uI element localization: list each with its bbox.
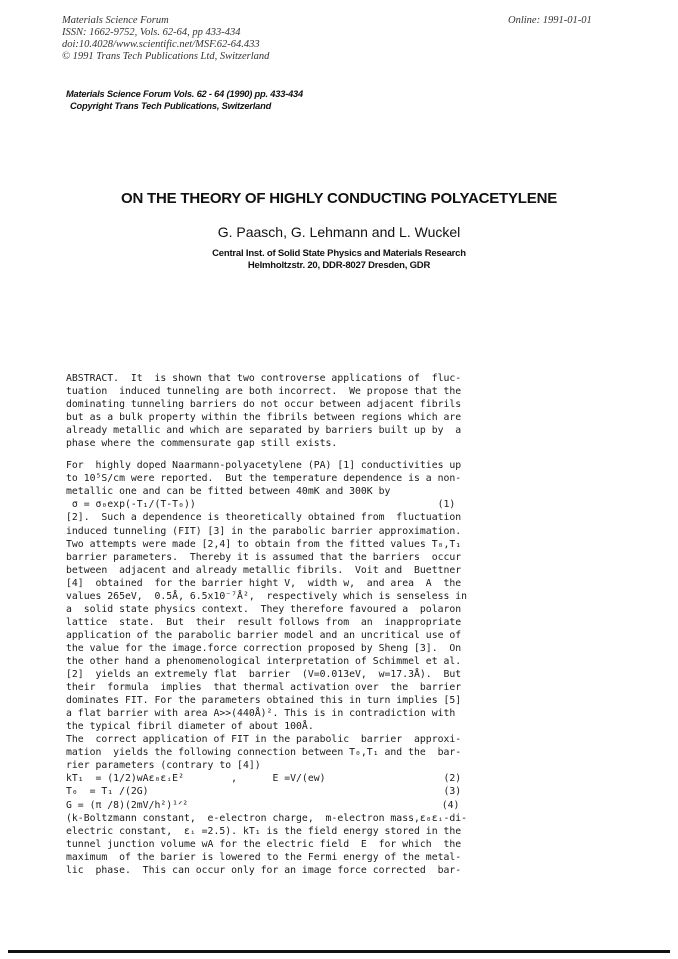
body-line: dominates FIT. For the parameters obtained this in turn implies [5]	[66, 695, 462, 707]
footer-rule	[8, 950, 670, 953]
body-line: a solid state physics context. They therefore favoured a polaron	[66, 603, 462, 615]
body-line: [2] yields an extremely flat barrier (V=0.013eV, w=17.3Å). But	[66, 669, 462, 681]
abstract-line: but as a bulk property within the fibrils between regions which are	[66, 412, 462, 424]
body-line: tunnel junction volume wA for the electric field E for which the	[66, 838, 462, 850]
body-line: lattice state. But their result follows from an inappropriate	[66, 616, 462, 628]
body-line: metallic one and can be fitted between 40mK and 300K by	[66, 486, 391, 498]
body-line: lic phase. This can occur only for an image force corrected bar-	[66, 864, 462, 876]
abstract	[66, 372, 596, 450]
body-line: application of the parabolic barrier model and an uncritical use of	[66, 629, 462, 641]
paper-authors: G. Paasch, G. Lehmann and L. Wuckel	[217, 224, 461, 240]
body-line: kT₁ = (1/2)wAε₀εᵢE² , E =V/(ew) (2)	[66, 773, 462, 785]
abstract-line: tuation induced tunneling are both incorrect. We propose that the	[66, 386, 462, 398]
body-line: their formula implies that thermal activation over the barrier	[66, 682, 462, 694]
main-text	[66, 459, 596, 877]
body-line: barrier parameters. Thereby it is assumed that the barriers occur	[66, 551, 462, 563]
online-date: Online: 1991-01-01	[508, 15, 592, 26]
body-line: T₀ = T₁ /(2G) (3)	[66, 786, 462, 798]
body-line: The correct application of FIT in the parabolic barrier approxi-	[66, 734, 462, 746]
journal-name: Materials Science Forum	[62, 15, 169, 26]
body-line: the value for the image.force correction proposed by Sheng [3]. On	[66, 642, 462, 654]
affiliation	[0, 248, 678, 272]
body-line: [2]. Such a dependence is theoretically obtained from fluctuation	[66, 512, 462, 524]
paper-body	[66, 372, 596, 877]
abstract-line: ABSTRACT. It is shown that two controverse applications of fluc-	[66, 373, 462, 384]
body-line: [4] obtained for the barrier hight V, width w, and area A the	[66, 577, 462, 589]
body-line: a flat barrier with area A>>(440Å)². This is in contradiction with	[66, 708, 456, 720]
body-line: mation yields the following connection between T₀,T₁ and the bar-	[66, 747, 462, 759]
source-copyright: Copyright Trans Tech Publications, Switzerland	[70, 101, 272, 111]
body-line: values 265eV, 0.5Å, 6.5x10⁻⁷Å², respectively which is senseless in	[66, 590, 468, 602]
body-line: between adjacent and already metallic fibrils. Voit and Buettner	[66, 564, 462, 576]
abstract-line: already metallic and which are separated by barriers built up by a	[66, 425, 462, 437]
copyright-line: © 1991 Trans Tech Publications Ltd, Switzerland	[62, 51, 270, 62]
source-citation-block	[66, 88, 303, 112]
institution: Central Inst. of Solid State Physics and Materials Research	[212, 248, 466, 259]
body-line: (k-Boltzmann constant, e-electron charge, m-electron mass,ε₀εᵢ-di-	[66, 812, 468, 824]
address: Helmholtzstr. 20, DDR-8027 Dresden, GDR	[247, 260, 431, 271]
body-line: For highly doped Naarmann-polyacetylene (PA) [1] conductivities up	[66, 460, 462, 472]
paper-title: ON THE THEORY OF HIGHLY CONDUCTING POLYACETYLENE	[120, 190, 558, 207]
body-line: G = (π /8)(2mV/h²)¹ᐟ² (4)	[66, 799, 460, 811]
abstract-line: phase where the commensurate gap still exists.	[66, 438, 338, 450]
body-line: Two attempts were made [2,4] to obtain from the fitted values T₀,T₁	[66, 538, 462, 550]
doi-line[interactable]: doi:10.4028/www.scientific.net/MSF.62-64.433	[62, 39, 260, 50]
body-line: induced tunneling (FIT) [3] in the parabolic barrier approximation.	[66, 525, 462, 537]
body-line: maximum of the barier is lowered to the Fermi energy of the metal-	[66, 851, 462, 863]
body-line: electric constant, εᵢ =2.5). kT₁ is the field energy stored in the	[66, 825, 462, 837]
body-line: rier parameters (contrary to [4])	[66, 760, 261, 772]
issn-line: ISSN: 1662-9752, Vols. 62-64, pp 433-434	[62, 27, 241, 38]
body-line: σ = σ₀exp(-T₁/(T-T₀)) (1)	[66, 499, 456, 511]
body-line: to 10⁵S/cm were reported. But the temperature dependence is a non-	[66, 473, 462, 485]
source-citation: Materials Science Forum Vols. 62 - 64 (1990) pp. 433-434	[66, 89, 304, 99]
body-line: the typical fibril diameter of about 100Å.	[66, 721, 314, 733]
body-line: the other hand a phenomenological interpretation of Schimmel et al.	[66, 655, 462, 667]
abstract-line: dominating tunneling barriers do not occur between adjacent fibrils	[66, 399, 462, 411]
